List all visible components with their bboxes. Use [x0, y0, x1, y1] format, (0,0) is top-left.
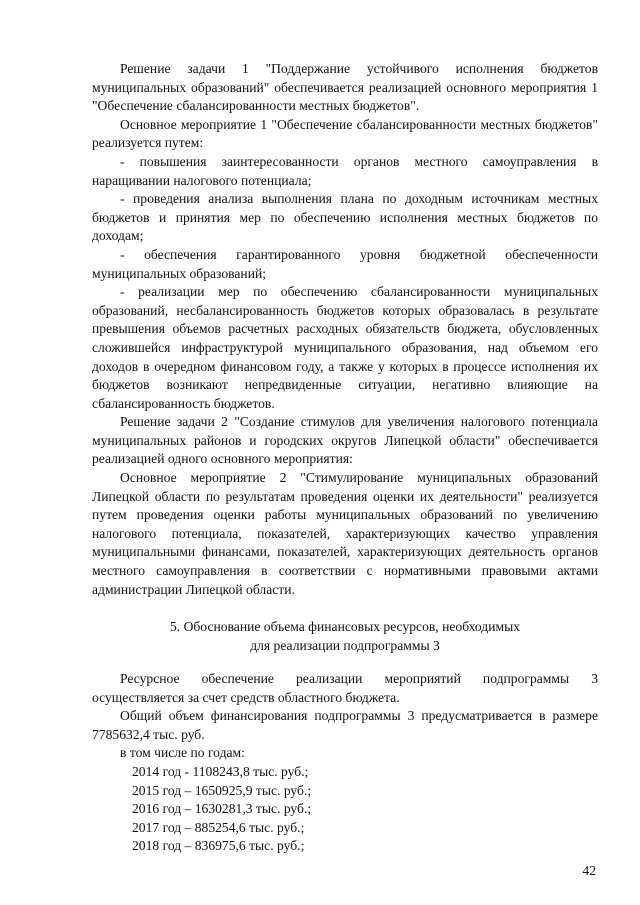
list-item: - реализации мер по обеспечению сбалансированности муниципальных образований, несбалансированность бюджетов которых образовалась в результате превышения объемов расчетных расходных обязательств бюджета, обусловленных сложившейся инфраструктурой муниципального образования, над объемом его доходов в очередном финансовом году, а также у которых в процессе исполнения их бюджетов возникают непредвиденные ситуации, негативно влияющие на сбалансированность бюджетов.	[92, 284, 598, 411]
section-heading-line1: 5. Обоснование объема финансовых ресурсов, необходимых	[169, 619, 521, 634]
paragraph-measure2: Основное мероприятие 2 "Стимулирование муниципальных образований Липецкой области по результатам проведения оценки их деятельности" реализуется путем проведения оценки работы муниципальных образований по увеличению налогового потенциала, показателей, характеризующих качество управления муниципальными финансами, показателей, характеризующих деятельность органов местного самоуправления в соответствии с нормативными правовыми актами администрации Липецкой области.	[92, 470, 598, 597]
finance-text	[92, 670, 598, 856]
list-item: - обеспечения гарантированного уровня бюджетной обеспеченности муниципальных образований;	[92, 246, 598, 281]
year-item: 2014 год - 1108243,8 тыс. руб.;	[132, 763, 309, 779]
list-item: - проведения анализа выполнения плана по доходным источникам местных бюджетов и принятия мер по обеспечению исполнения местных бюджетов по доходам;	[92, 191, 598, 244]
years-list	[92, 763, 598, 856]
section-heading	[92, 618, 598, 655]
paragraph-resources: Ресурсное обеспечение реализации мероприятий подпрограммы 3 осуществляется за счет средств областного бюджета.	[92, 671, 598, 705]
paragraph-task2: Решение задачи 2 "Создание стимулов для увеличения налогового потенциала муниципальных районов и городских округов Липецкой области" обеспечивается реализацией одного основного мероприятия:	[92, 414, 598, 467]
section-heading-line2: для реализации подпрограммы 3	[250, 637, 440, 653]
paragraph-measure1: Основное мероприятие 1 "Обеспечение сбалансированности местных бюджетов" реализуется путем:	[92, 116, 598, 151]
paragraph-by-years: в том числе по годам:	[120, 745, 245, 761]
list-item: - повышения заинтересованности органов местного самоуправления в наращивании налогового потенциала;	[92, 153, 598, 188]
year-item: 2018 год – 836975,6 тыс. руб.;	[132, 838, 305, 854]
year-item: 2017 год – 885254,6 тыс. руб.;	[132, 819, 305, 835]
paragraph-total-funding: Общий объем финансирования подпрограммы 3 предусматривается в размере 7785632,4 тыс. руб.	[92, 708, 598, 742]
year-item: 2015 год – 1650925,9 тыс. руб.;	[132, 782, 312, 798]
page-number: 42	[582, 863, 596, 878]
body-text	[92, 60, 598, 599]
year-item: 2016 год – 1630281,3 тыс. руб.;	[132, 801, 312, 817]
paragraph-task1: Решение задачи 1 "Поддержание устойчивого исполнения бюджетов муниципальных образований" обеспечивается реализацией основного мероприятия 1 "Обеспечение сбалансированности местных бюджетов".	[92, 61, 598, 114]
